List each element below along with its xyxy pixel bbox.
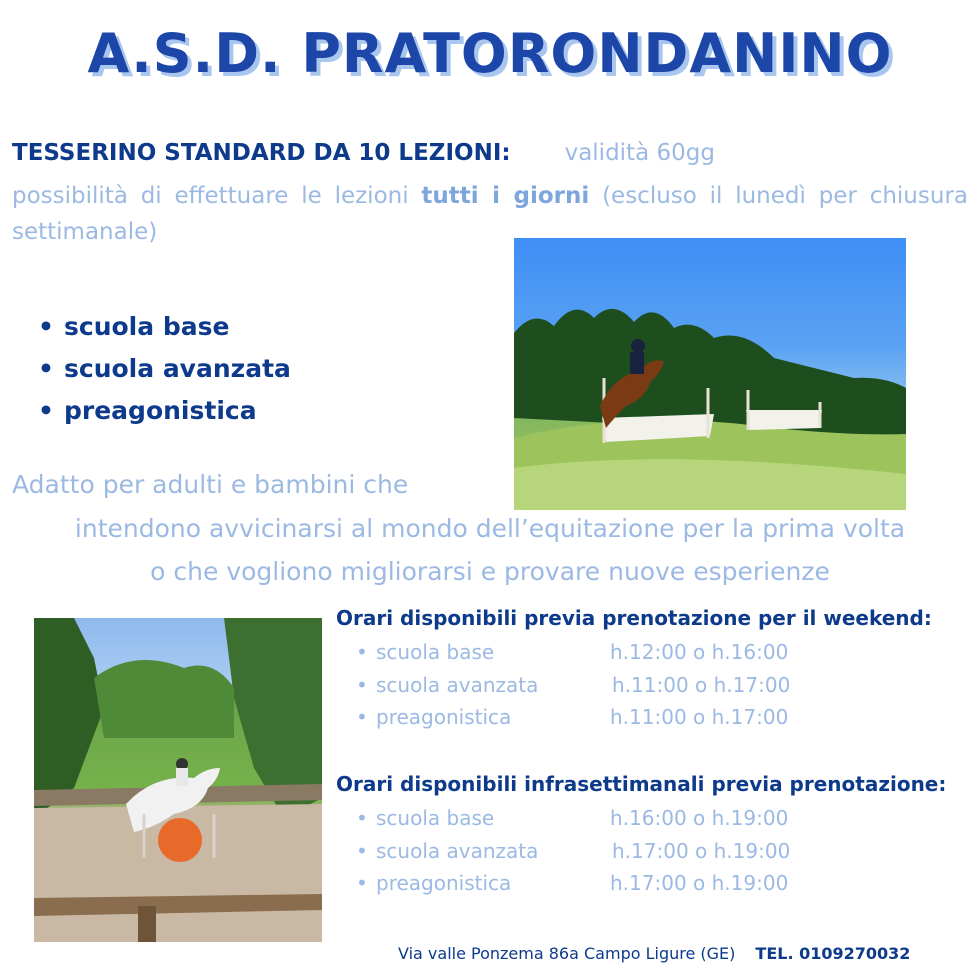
- schedule-course: scuola avanzata: [376, 673, 539, 697]
- bullet-icon: •: [356, 640, 368, 664]
- bullet-icon: •: [38, 312, 54, 341]
- audience-line-1: Adatto per adulti e bambini che: [12, 470, 409, 499]
- schedule-time: h.11:00 o h.17:00: [610, 705, 789, 729]
- desc-after: (escluso il lunedì per chiusura settimanale): [12, 183, 968, 245]
- schedule-time: h.11:00 o h.17:00: [612, 673, 791, 697]
- card-heading: TESSERINO STANDARD DA 10 LEZIONI:: [12, 140, 511, 166]
- intro-line: [12, 140, 715, 166]
- address-text: Via valle Ponzema 86a Campo Ligure (GE): [398, 944, 736, 963]
- course-label: preagonistica: [64, 396, 257, 425]
- course-label: scuola base: [64, 312, 230, 341]
- bullet-icon: •: [356, 839, 368, 863]
- bullet-icon: •: [356, 871, 368, 895]
- weekend-schedule-heading: Orari disponibili previa prenotazione per il weekend:: [336, 606, 932, 630]
- desc-emphasis: tutti i giorni: [421, 183, 590, 209]
- schedule-time: h.17:00 o h.19:00: [612, 839, 791, 863]
- bullet-icon: •: [356, 673, 368, 697]
- bullet-icon: •: [38, 354, 54, 383]
- horse-jump-arena-photo: [34, 618, 322, 942]
- schedule-time: h.16:00 o h.19:00: [610, 806, 789, 830]
- bullet-icon: •: [38, 396, 54, 425]
- weekday-schedule-heading: Orari disponibili infrasettimanali previa prenotazione:: [336, 772, 947, 796]
- course-item: [38, 390, 291, 432]
- audience-line-2: intendono avvicinarsi al mondo dell’equitazione per la prima volta: [74, 514, 906, 543]
- desc-before: possibilità di effettuare le lezioni: [12, 183, 422, 209]
- validity-text: validità 60gg: [564, 140, 715, 166]
- schedule-course: scuola base: [376, 640, 495, 664]
- course-list: [38, 306, 291, 432]
- contact-footer: [398, 944, 910, 963]
- course-label: scuola avanzata: [64, 354, 291, 383]
- schedule-time: h.17:00 o h.19:00: [610, 871, 789, 895]
- schedule-course: preagonistica: [376, 705, 512, 729]
- course-item: [38, 306, 291, 348]
- schedule-course: scuola avanzata: [376, 839, 539, 863]
- schedule-course: preagonistica: [376, 871, 512, 895]
- phone-number: TEL. 0109270032: [755, 944, 911, 963]
- schedule-time: h.12:00 o h.16:00: [610, 640, 789, 664]
- arena-scene: [34, 618, 322, 942]
- horse-jump-meadow-photo: [514, 238, 906, 510]
- page-title: A.S.D. PRATORONDANINO: [87, 22, 893, 85]
- audience-line-3: o che vogliono migliorarsi e provare nuove esperienze: [150, 557, 830, 586]
- meadow-scene: [514, 238, 906, 510]
- course-item: [38, 348, 291, 390]
- schedule-course: scuola base: [376, 806, 495, 830]
- bullet-icon: •: [356, 705, 368, 729]
- bullet-icon: •: [356, 806, 368, 830]
